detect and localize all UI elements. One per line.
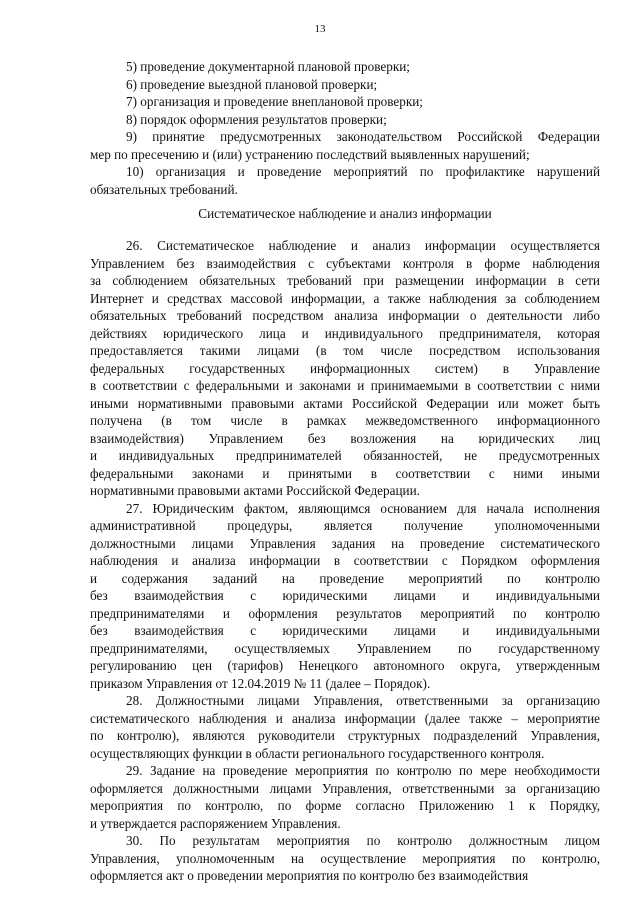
list-item-line: 9) принятие предусмотренных законодательством Российской Федерации (126, 129, 600, 144)
list-item-line: 6) проведение выездной плановой проверки; (126, 76, 378, 92)
paragraph-line: 27. Юридическим фактом, являющимся основанием для начала исполнения (126, 500, 600, 516)
paragraph-line: в соответствии с федеральными и законами и принимаемыми в соответствии с ними (90, 378, 600, 393)
list-item-line: 7) организация и проведение внеплановой проверки; (126, 94, 423, 109)
list-item-line: 5) проведение документарной плановой проверки; (126, 59, 410, 74)
paragraph-line: регулированию цен (тарифов) Ненецкого автономного округа, утвержденным (90, 658, 600, 673)
paragraph-line: федеральных государственных информационных систем) в Управление (90, 360, 600, 376)
page-number: 13 (314, 23, 326, 35)
list-item-line: обязательных требований. (90, 181, 238, 197)
paragraph-line: и утверждается распоряжением Управления. (90, 815, 341, 831)
section-heading: Систематическое наблюдение и анализ информации (198, 206, 492, 221)
paragraph-line: оформляется акт о проведении мероприятия по контролю без взаимодействия (90, 868, 529, 883)
paragraph-line: Интернет и средствах массовой информации, а также наблюдения за соблюдением (90, 290, 600, 306)
paragraph-line: оформляется должностными лицами Управления, ответственными за организацию (90, 780, 600, 796)
list-item-line: 8) порядок оформления результатов проверки; (126, 111, 387, 127)
paragraph-line: осуществляющих функции в области регионального государственного контроля. (90, 745, 545, 761)
paragraph-line: за соблюдением обязательных требований при размещении информации в сети (90, 273, 600, 288)
paragraph-line: приказом Управления от 12.04.2019 № 11 (далее – Порядок). (90, 675, 431, 691)
paragraph-line: федеральными законами и принятыми в соответствии с ними иными (90, 465, 600, 481)
paragraph-line: административной процедуры, является получение уполномоченными (90, 518, 600, 533)
list-item-line: 10) организация и проведение мероприятий по профилактике нарушений (126, 164, 600, 179)
paragraph-line: и индивидуальных предпринимателей обязанностей, не предусмотренных (90, 448, 600, 463)
paragraph-line: действиях юридического лица и индивидуального предпринимателя, которая (90, 325, 600, 341)
paragraph-line: мероприятия по контролю, по форме согласно Приложению 1 к Порядку, (90, 798, 600, 813)
paragraph-line: обязательных требований посредством анализа информации о деятельности либо (90, 308, 600, 323)
paragraph-line: получена (в том числе в рамках межведомственного информационного (90, 413, 600, 428)
paragraph-line: 28. Должностными лицами Управления, ответственными за организацию (126, 693, 600, 708)
paragraph-line: наблюдения и анализа информации в соответствии с Порядком оформления (90, 553, 600, 568)
paragraph-line: без взаимодействия с юридическими лицами и индивидуальными (90, 623, 600, 638)
paragraph-line: 29. Задание на проведение мероприятия по контролю по мере необходимости (126, 763, 600, 778)
paragraph-line: иными нормативными правовыми актами Российской Федерации или может быть (90, 395, 600, 411)
paragraph-line: нормативными правовыми актами Российской Федерации. (90, 483, 420, 498)
paragraph-line: предпринимателями и оформления результатов мероприятий по контролю (90, 605, 600, 621)
paragraph-line: Управлением без взаимодействия с субъектами контроля в форме наблюдения (90, 255, 600, 271)
list-item-line: мер по пресечению и (или) устранению последствий выявленных нарушений; (90, 146, 530, 162)
paragraph-line: без взаимодействия с юридическими лицами и индивидуальными (90, 588, 600, 603)
paragraph-line: и содержания заданий на проведение мероприятий по контролю (90, 570, 600, 586)
paragraph-line: по контролю), являются руководители структурных подразделений Управления, (90, 728, 600, 743)
paragraph-line: систематического наблюдения и анализа информации (далее также – мероприятие (90, 710, 600, 726)
paragraph-line: предоставляется такими лицами (в том числе посредством использования (90, 343, 600, 358)
paragraph-line: предпринимателями, осуществляемых Управлением по государственному (90, 640, 600, 656)
paragraph-line: Управления, уполномоченным на осуществление мероприятия по контролю, (90, 850, 600, 866)
paragraph-line: 26. Систематическое наблюдение и анализ информации осуществляется (126, 238, 600, 253)
paragraph-line: 30. По результатам мероприятия по контролю должностным лицом (126, 833, 600, 848)
paragraph-line: должностными лицами Управления задания на проведение систематического (90, 535, 600, 551)
paragraph-line: взаимодействия) Управлением без возложения на юридических лиц (90, 430, 600, 446)
